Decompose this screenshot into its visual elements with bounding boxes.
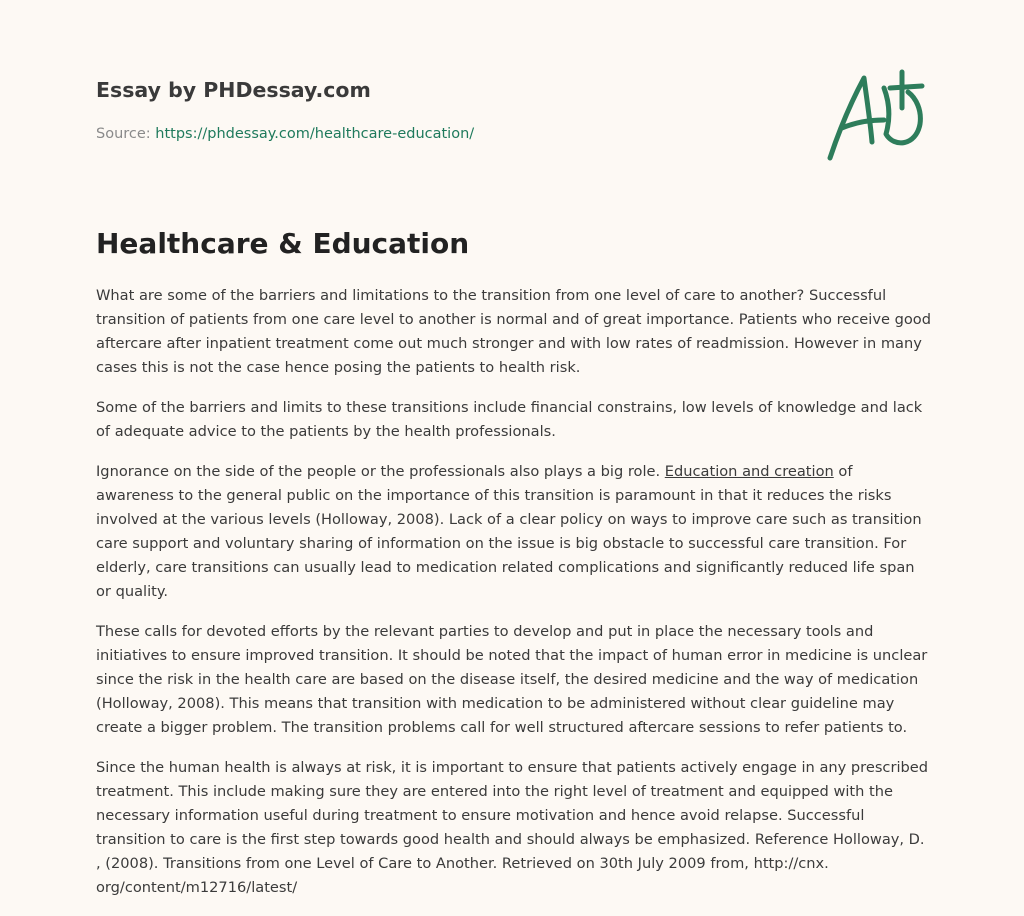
paragraph	[96, 460, 932, 604]
source-link[interactable]: https://phdessay.com/healthcare-education/	[155, 126, 475, 142]
education-link[interactable]: Education and creation	[664, 463, 834, 480]
paragraph: What are some of the barriers and limitations to the transition from one level of care to another? Successful transition of patients from one care level to another is normal and of great importance. Patients who receive good aftercare after inpatient treatment come out much stronger and with low rates of readmission. However in many cases this is not the case hence posing the patients to health risk.	[96, 287, 931, 376]
paragraph: Some of the barriers and limits to these transitions include financial constrains, low levels of knowledge and lack of adequate advice to the patients by the health professionals.	[96, 399, 923, 440]
page-header	[96, 76, 736, 144]
site-brand: Essay by PHDessay.com	[96, 78, 371, 102]
article-title: Healthcare & Education	[96, 227, 470, 260]
paragraph: These calls for devoted efforts by the relevant parties to develop and put in place the necessary tools and initiatives to ensure improved transition. It should be noted that the impact of human error in medicine is unclear since the risk in the health care are based on the disease itself, the desired medicine and the way of medication (Holloway, 2008). This means that transition with medication to be administered without clear guideline may create a bigger problem. The transition problems call for well structured aftercare sessions to refer patients to.	[96, 623, 928, 736]
paragraph-text: of awareness to the general public on the importance of this transition is paramount in that it reduces the risks involved at the various levels (Holloway, 2008). Lack of a clear policy on ways to improve care such as transition care support and voluntary sharing of information on the issue is big obstacle to successful care transition. For elderly, care transitions can usually lead to medication related complications and significantly reduced life span or quality.	[96, 463, 922, 600]
a-plus-grade-icon	[820, 64, 930, 164]
source-label: Source:	[96, 126, 156, 142]
source-line	[96, 124, 736, 144]
paragraph-text: Ignorance on the side of the people or the professionals also plays a big role.	[96, 463, 665, 480]
paragraph: Since the human health is always at risk, it is important to ensure that patients actively engage in any prescribed treatment. This include making sure they are entered into the right level of treatment and equipped with the necessary information useful during treatment to ensure motivation and hence avoid relapse. Successful transition to care is the first step towards good health and should always be emphasized. Reference Holloway, D. , (2008). Transitions from one Level of Care to Another. Retrieved on 30th July 2009 from, http://cnx. org/content/m12716/latest/	[96, 759, 929, 896]
article-body	[96, 284, 932, 916]
